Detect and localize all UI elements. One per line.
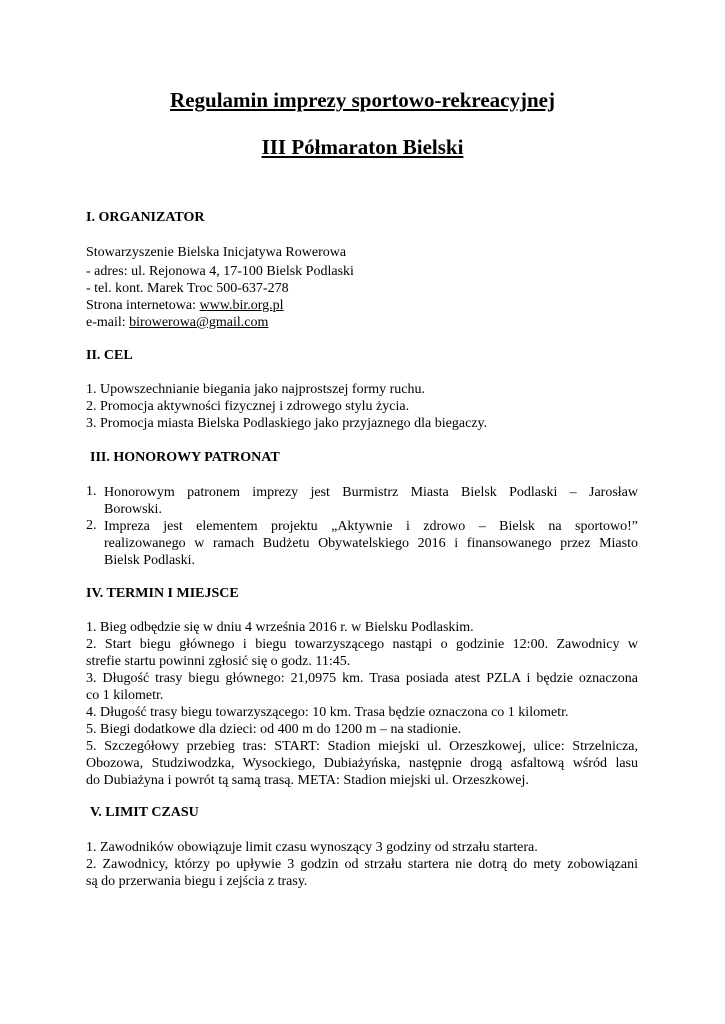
patronat-item-line: realizowanego w ramach Budżetu Obywatelskiego 2016 i finansowanego przez Miasto bbox=[104, 536, 638, 551]
section-heading-termin: IV. TERMIN I MIEJSCE bbox=[86, 586, 239, 601]
section-heading-organizator: I. ORGANIZATOR bbox=[86, 210, 205, 225]
termin-line: 4. Długość trasy biegu towarzyszącego: 10 km. Trasa będzie oznaczona co 1 kilometr. bbox=[86, 705, 569, 720]
organizator-email-line bbox=[86, 314, 268, 331]
cel-line: 2. Promocja aktywności fizycznej i zdrowego stylu życia. bbox=[86, 399, 410, 414]
section-heading-cel: II. CEL bbox=[86, 348, 133, 363]
termin-line: 2. Start biegu głównego i biegu towarzyszącego nastąpi o godzinie 12:00. Zawodnicy w bbox=[86, 637, 638, 652]
organizator-website-line bbox=[86, 297, 284, 314]
patronat-item-line: Bielsk Podlaski. bbox=[104, 553, 196, 568]
termin-line: 5. Biegi dodatkowe dla dzieci: od 400 m do 1200 m – na stadionie. bbox=[86, 722, 462, 737]
termin-line: co 1 kilometr. bbox=[86, 688, 164, 703]
termin-line: strefie startu powinni zgłosić się o godz. 11:45. bbox=[86, 654, 351, 669]
limit-line: 2. Zawodnicy, którzy po upływie 3 godzin od strzału startera nie dotrą do mety zobowiązani bbox=[86, 857, 638, 872]
section-heading-patronat: III. HONOROWY PATRONAT bbox=[90, 450, 280, 465]
organizator-line: Stowarzyszenie Bielska Inicjatywa Rowerowa bbox=[86, 245, 347, 260]
list-number: 1. bbox=[86, 484, 97, 499]
website-label: Strona internetowa: bbox=[86, 298, 200, 313]
termin-line: 1. Bieg odbędzie się w dniu 4 września 2016 r. w Bielsku Podlaskim. bbox=[86, 620, 474, 635]
section-heading-limit: V. LIMIT CZASU bbox=[90, 805, 199, 820]
termin-line: 5. Szczegółowy przebieg tras: START: Stadion miejski ul. Orzeszkowej, ulice: Strzelnicza, bbox=[86, 739, 638, 754]
email-label: e-mail: bbox=[86, 315, 130, 330]
patronat-item-line: Impreza jest elementem projektu „Aktywnie i zdrowo – Bielsk na sportowo!” bbox=[104, 519, 638, 534]
organizator-line: - tel. kont. Marek Troc 500-637-278 bbox=[86, 281, 289, 296]
termin-line: Obozowa, Studziwodzka, Wysockiego, Dubiażyńska, następnie drogą asfaltową wśród lasu bbox=[86, 756, 638, 771]
email-link[interactable]: birowerowa@gmail.com bbox=[129, 315, 269, 330]
termin-line: do Dubiażyna i powrót tą samą trasą. META: Stadion miejski ul. Orzeszkowej. bbox=[86, 773, 529, 788]
limit-line: są do przerwania biegu i zejścia z trasy. bbox=[86, 874, 308, 889]
limit-line: 1. Zawodników obowiązuje limit czasu wynoszący 3 godziny od strzału startera. bbox=[86, 840, 538, 855]
cel-line: 3. Promocja miasta Bielska Podlaskiego jako przyjaznego dla biegaczy. bbox=[86, 416, 488, 431]
patronat-item-line: Borowski. bbox=[104, 502, 162, 517]
document-title: Regulamin imprezy sportowo-rekreacyjnej bbox=[170, 88, 555, 112]
document-subtitle: III Półmaraton Bielski bbox=[261, 135, 464, 159]
list-number: 2. bbox=[86, 518, 97, 533]
patronat-item-line: Honorowym patronem imprezy jest Burmistrz Miasta Bielsk Podlaski – Jarosław bbox=[104, 485, 638, 500]
cel-line: 1. Upowszechnianie biegania jako najprostszej formy ruchu. bbox=[86, 382, 426, 397]
organizator-line: - adres: ul. Rejonowa 4, 17-100 Bielsk Podlaski bbox=[86, 264, 354, 279]
termin-line: 3. Długość trasy biegu głównego: 21,0975 km. Trasa posiada atest PZLA i będzie oznaczona bbox=[86, 671, 638, 686]
website-link[interactable]: www.bir.org.pl bbox=[199, 298, 284, 313]
